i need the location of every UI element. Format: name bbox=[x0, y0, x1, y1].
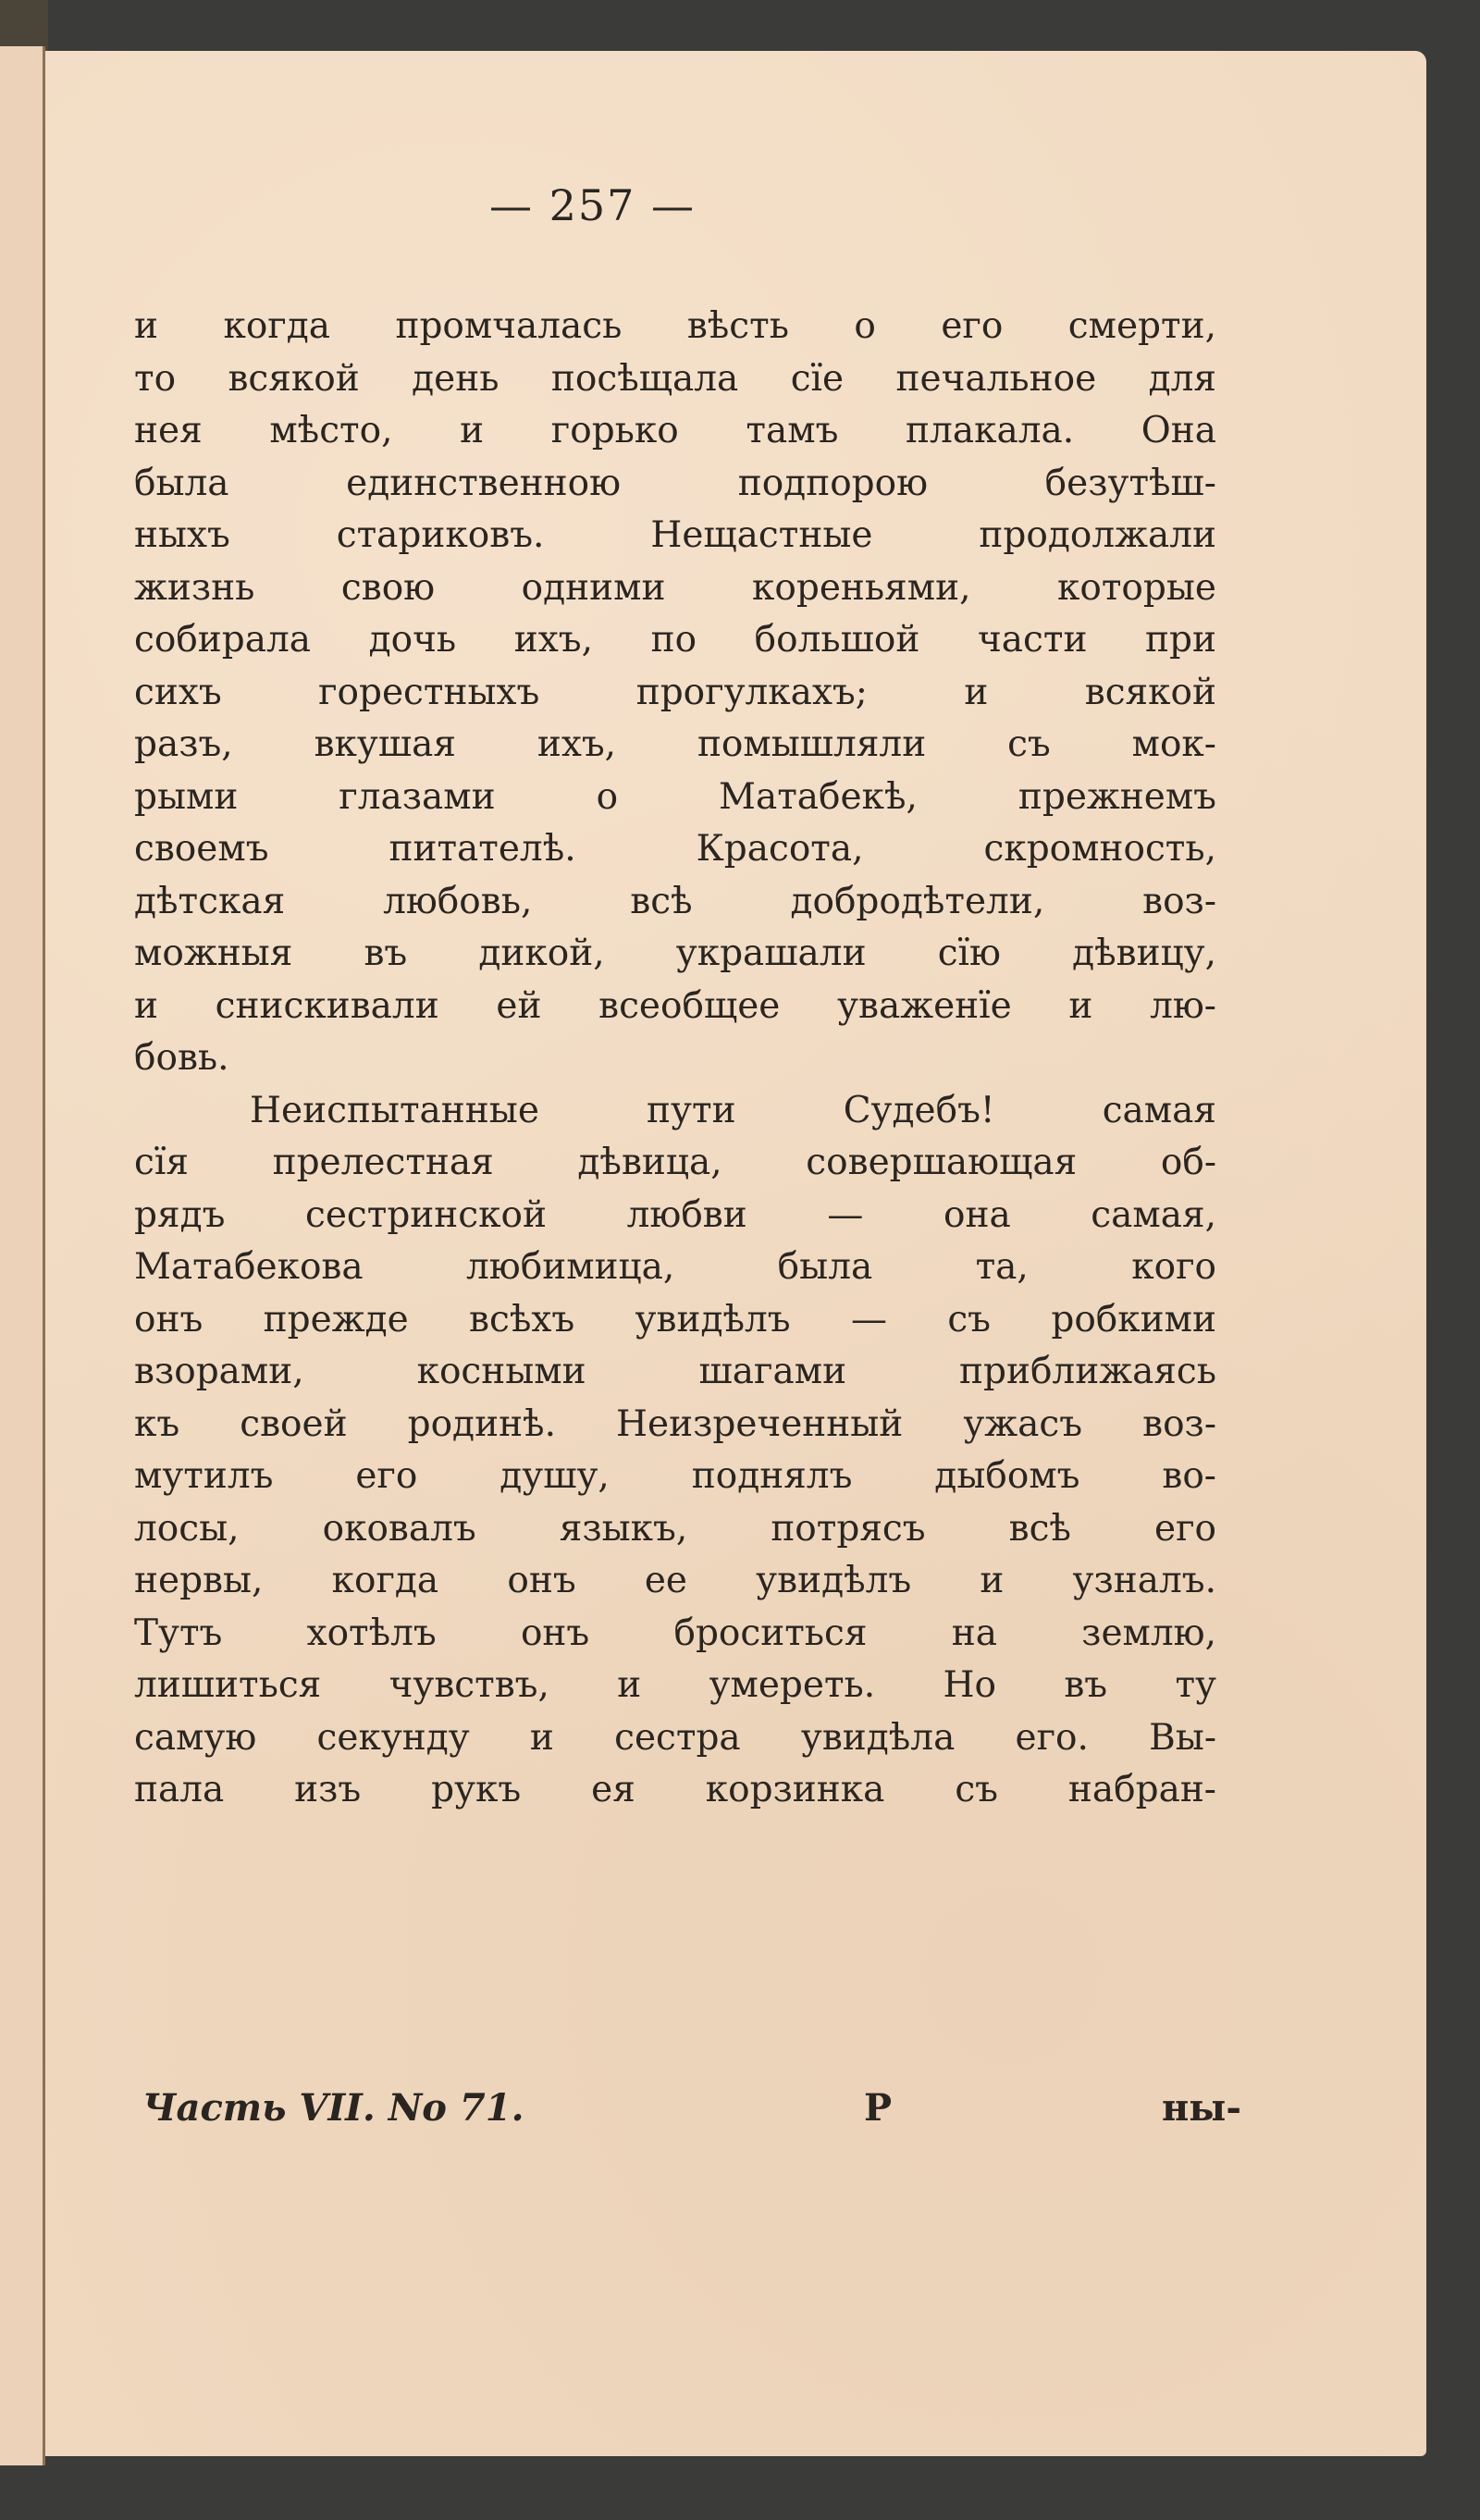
text-line: Матабекова любимица, была та, кого bbox=[134, 1246, 1216, 1288]
previous-page-edge bbox=[0, 46, 45, 2465]
text-line: пала изъ рукъ ея корзинка съ набран- bbox=[134, 1769, 1216, 1810]
signature-line: Часть VII. No 71. bbox=[142, 2086, 524, 2130]
catchword: ны- bbox=[1162, 2086, 1241, 2130]
paragraph-start-line: Неиспытанные пути Судебъ! самая bbox=[250, 1089, 1216, 1131]
page-footer bbox=[142, 2086, 1241, 2142]
book-page bbox=[45, 51, 1426, 2456]
text-line: и снискивали ей всеобщее уваженїе и лю- bbox=[134, 984, 1216, 1027]
text-line: рыми глазами о Матабекѣ, прежнемъ bbox=[134, 775, 1216, 818]
text-line: Тутъ хотѣлъ онъ броситься на землю, bbox=[134, 1612, 1216, 1654]
text-line: можныя въ дикой, украшали сїю дѣвицу, bbox=[134, 933, 1216, 974]
body-text bbox=[134, 301, 1216, 1817]
text-line: сїя прелестная дѣвица, совершающая об- bbox=[134, 1142, 1216, 1183]
text-line: самую секунду и сестра увидѣла его. Вы- bbox=[134, 1716, 1216, 1759]
text-line: собирала дочь ихъ, по большой части при bbox=[134, 619, 1216, 661]
text-line: лосы, оковалъ языкъ, потрясъ всѣ его bbox=[134, 1507, 1216, 1550]
text-line: рядъ сестринской любви — она самая, bbox=[134, 1193, 1216, 1236]
text-line: ныхъ стариковъ. Нещастные продолжали bbox=[134, 514, 1216, 556]
text-line: мутилъ его душу, поднялъ дыбомъ во- bbox=[134, 1455, 1216, 1497]
text-line: взорами, косными шагами приближаясь bbox=[134, 1351, 1216, 1392]
binding-shadow bbox=[0, 0, 48, 51]
text-line: нея мѣсто, и горько тамъ плакала. Она bbox=[134, 410, 1216, 451]
text-line: дѣтская любовь, всѣ добродѣтели, воз- bbox=[134, 880, 1216, 922]
text-line: жизнь свою одними кореньями, которые bbox=[134, 566, 1216, 609]
text-line: была единственною подпорою безутѣш- bbox=[134, 462, 1216, 504]
text-line: сихъ горестныхъ прогулкахъ; и всякой bbox=[134, 671, 1216, 713]
text-line: лишиться чувствъ, и умереть. Но въ ту bbox=[134, 1664, 1216, 1706]
text-line: онъ прежде всѣхъ увидѣлъ — съ робкими bbox=[134, 1298, 1216, 1340]
text-line: то всякой день посѣщала сїе печальное для bbox=[134, 357, 1216, 400]
text-line: нервы, когда онъ ее увидѣлъ и узналъ. bbox=[134, 1560, 1216, 1601]
page-number: — 257 — bbox=[488, 180, 697, 230]
text-line: бовь. bbox=[134, 1037, 229, 1079]
text-line: къ своей родинѣ. Неизреченный ужасъ воз- bbox=[134, 1402, 1216, 1445]
signature-mark: Р bbox=[864, 2086, 893, 2130]
text-line: своемъ питателѣ. Красота, скромность, bbox=[134, 828, 1216, 870]
text-line: разъ, вкушая ихъ, помышляли съ мок- bbox=[134, 723, 1216, 765]
text-line: и когда промчалась вѣсть о его смерти, bbox=[134, 305, 1216, 347]
